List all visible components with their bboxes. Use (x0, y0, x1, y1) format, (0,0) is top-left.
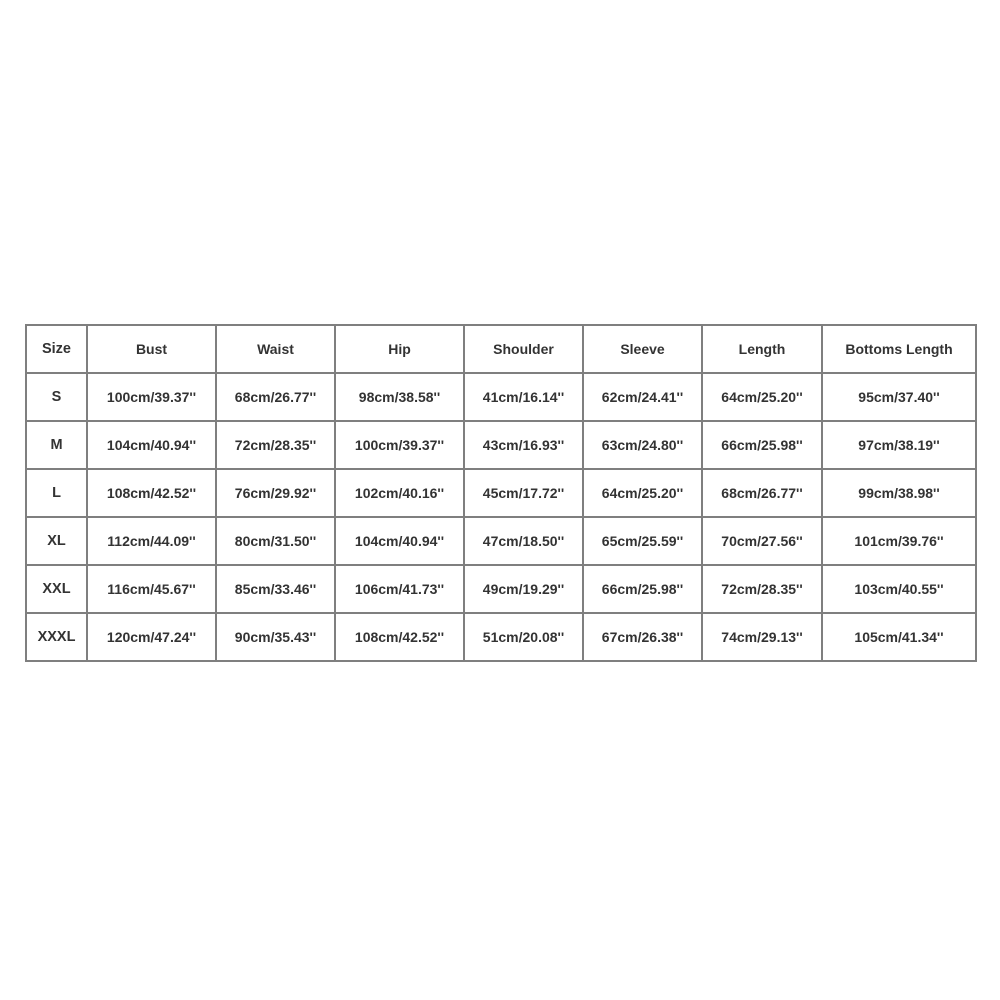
header-bust: Bust (87, 325, 216, 373)
size-label: L (26, 469, 87, 517)
bottoms-length-cell: 97cm/38.19'' (822, 421, 976, 469)
table-row (26, 373, 976, 421)
size-label: M (26, 421, 87, 469)
length-cell: 68cm/26.77'' (702, 469, 822, 517)
length-cell: 70cm/27.56'' (702, 517, 822, 565)
bust-cell: 112cm/44.09'' (87, 517, 216, 565)
header-size: Size (26, 325, 87, 373)
waist-cell: 68cm/26.77'' (216, 373, 335, 421)
sleeve-cell: 65cm/25.59'' (583, 517, 702, 565)
header-bottoms-length: Bottoms Length (822, 325, 976, 373)
bottoms-length-cell: 105cm/41.34'' (822, 613, 976, 661)
header-length: Length (702, 325, 822, 373)
bottoms-length-cell: 99cm/38.98'' (822, 469, 976, 517)
bottoms-length-cell: 103cm/40.55'' (822, 565, 976, 613)
hip-cell: 98cm/38.58'' (335, 373, 464, 421)
sleeve-cell: 63cm/24.80'' (583, 421, 702, 469)
size-label: XL (26, 517, 87, 565)
hip-cell: 106cm/41.73'' (335, 565, 464, 613)
bust-cell: 120cm/47.24'' (87, 613, 216, 661)
shoulder-cell: 47cm/18.50'' (464, 517, 583, 565)
waist-cell: 85cm/33.46'' (216, 565, 335, 613)
table-row (26, 421, 976, 469)
length-cell: 66cm/25.98'' (702, 421, 822, 469)
header-row (26, 325, 976, 373)
shoulder-cell: 45cm/17.72'' (464, 469, 583, 517)
length-cell: 72cm/28.35'' (702, 565, 822, 613)
table-row (26, 517, 976, 565)
sleeve-cell: 62cm/24.41'' (583, 373, 702, 421)
header-waist: Waist (216, 325, 335, 373)
size-chart-table (25, 324, 977, 662)
size-label: XXL (26, 565, 87, 613)
table-row (26, 565, 976, 613)
sleeve-cell: 67cm/26.38'' (583, 613, 702, 661)
shoulder-cell: 51cm/20.08'' (464, 613, 583, 661)
waist-cell: 90cm/35.43'' (216, 613, 335, 661)
size-label: S (26, 373, 87, 421)
bottoms-length-cell: 101cm/39.76'' (822, 517, 976, 565)
bust-cell: 108cm/42.52'' (87, 469, 216, 517)
header-sleeve: Sleeve (583, 325, 702, 373)
sleeve-cell: 66cm/25.98'' (583, 565, 702, 613)
size-label: XXXL (26, 613, 87, 661)
hip-cell: 104cm/40.94'' (335, 517, 464, 565)
shoulder-cell: 49cm/19.29'' (464, 565, 583, 613)
sleeve-cell: 64cm/25.20'' (583, 469, 702, 517)
waist-cell: 76cm/29.92'' (216, 469, 335, 517)
waist-cell: 80cm/31.50'' (216, 517, 335, 565)
table-row (26, 469, 976, 517)
bottoms-length-cell: 95cm/37.40'' (822, 373, 976, 421)
hip-cell: 108cm/42.52'' (335, 613, 464, 661)
shoulder-cell: 43cm/16.93'' (464, 421, 583, 469)
header-shoulder: Shoulder (464, 325, 583, 373)
length-cell: 74cm/29.13'' (702, 613, 822, 661)
header-hip: Hip (335, 325, 464, 373)
bust-cell: 116cm/45.67'' (87, 565, 216, 613)
shoulder-cell: 41cm/16.14'' (464, 373, 583, 421)
length-cell: 64cm/25.20'' (702, 373, 822, 421)
bust-cell: 100cm/39.37'' (87, 373, 216, 421)
hip-cell: 100cm/39.37'' (335, 421, 464, 469)
table-row (26, 613, 976, 661)
bust-cell: 104cm/40.94'' (87, 421, 216, 469)
hip-cell: 102cm/40.16'' (335, 469, 464, 517)
waist-cell: 72cm/28.35'' (216, 421, 335, 469)
